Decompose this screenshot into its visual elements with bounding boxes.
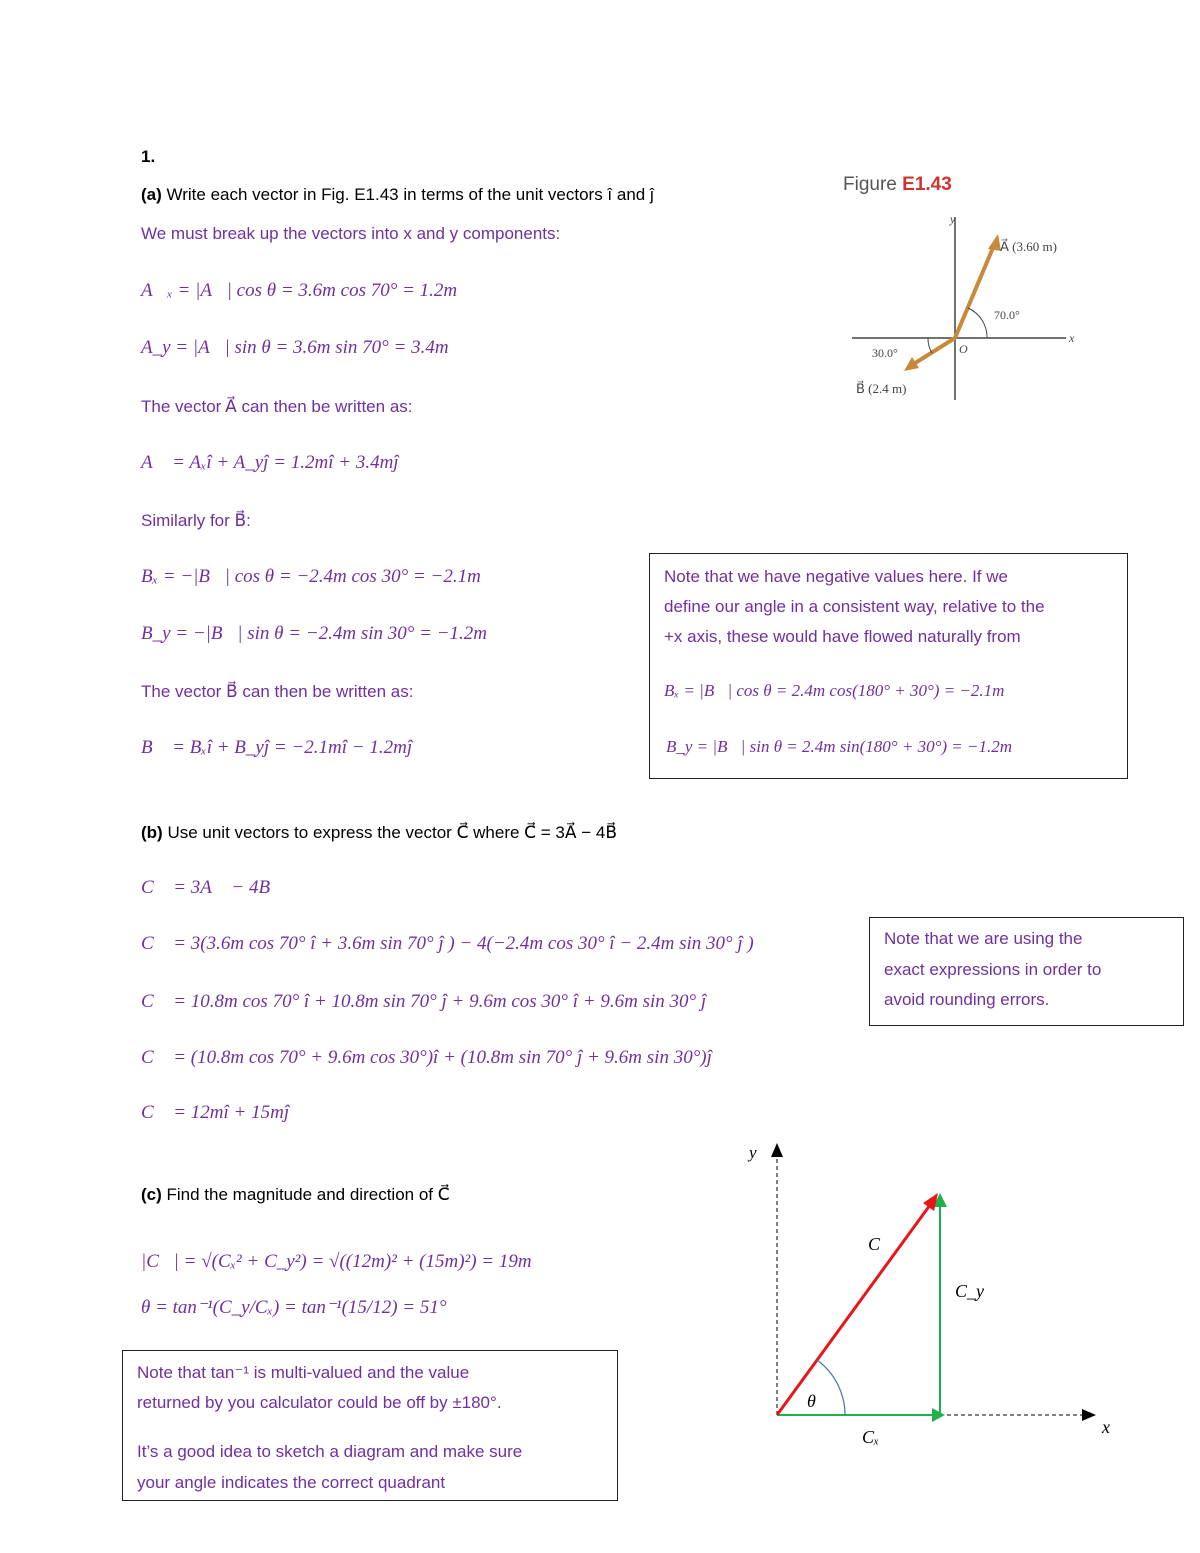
fig-angle-70: 70.0° [994,308,1020,322]
part-c-question [141,1184,450,1206]
fig-label-b: B⃗ (2.4 m) [856,381,907,396]
eq-magnitude: |C⃗| = √(Cₓ² + C_y²) = √((12m)² + (15m)²) = 19m [141,1251,532,1272]
note-exact-line1: Note that we are using the [884,929,1083,948]
diag-label-cy: C_y [955,1281,984,1301]
part-b-question-text: Use unit vectors to express the vector C⃗ where C⃗ = 3A⃗ − 4B⃗ [162,823,618,842]
note-negative-line3: +x axis, these would have flowed naturally from [664,627,1021,646]
problem-number: 1. [141,147,156,166]
part-c-question-text: Find the magnitude and direction of C⃗ [161,1185,450,1204]
fig-label-y: y [950,212,956,226]
figure-caption [843,174,952,196]
eq-c-1: C⃗ = 3A⃗ − 4B⃗ [141,877,285,898]
fig-angle-30: 30.0° [872,346,898,360]
diag-label-c: C⃗ [868,1234,895,1254]
figure-caption-number: E1.43 [902,174,952,195]
diag-theta-arc [817,1360,845,1415]
text-b-written: The vector B⃗ can then be written as: [141,682,414,701]
eq-ax: A⃗ₓ = |A⃗| cos θ = 3.6m cos 70° = 1.2m [141,280,458,301]
text-similarly: Similarly for B⃗: [141,511,251,530]
text-a-written: The vector A⃗ can then be written as: [141,397,413,416]
part-a-question [141,184,654,206]
diag-label-y: y [749,1143,757,1162]
note-tan-inverse [122,1350,618,1501]
note-exact-line2: exact expressions in order to [884,960,1102,979]
eq-c-5: C⃗ = 12mî + 15mĵ [141,1102,290,1123]
note-negative-eq-bx: Bₓ = |B⃗| cos θ = 2.4m cos(180° + 30°) = −2.1m [664,681,1005,700]
note-tan-line3: It’s a good idea to sketch a diagram and make sure [137,1442,523,1461]
diag-cx-head [932,1408,945,1422]
part-b-label: (b) [141,823,163,842]
fig-arc-70 [968,308,987,338]
figure-e143 [840,205,1090,405]
note-negative-values [649,553,1128,779]
part-a-intro: We must break up the vectors into x and y components: [141,224,561,243]
eq-by: B_y = −|B⃗| sin θ = −2.4m sin 30° = −1.2m [141,623,488,644]
diag-c-vector [777,1205,930,1415]
note-negative-line2: define our angle in a consistent way, relative to the [664,597,1045,616]
part-a-label: (a) [141,185,162,204]
fig-label-a: A⃗ (3.60 m) [1000,239,1057,254]
note-exact-line3: avoid rounding errors. [884,990,1050,1009]
diag-label-x: x [1102,1417,1110,1437]
note-exact-expressions [869,917,1184,1026]
note-tan-line4: your angle indicates the correct quadrant [137,1473,446,1492]
fig-vector-b [912,338,955,365]
diag-y-arrowhead [771,1143,783,1157]
eq-ay: A_y = |A⃗| sin θ = 3.6m sin 70° = 3.4m [141,337,449,358]
note-negative-eq-by: B_y = |B⃗| sin θ = 2.4m sin(180° + 30°) = −1.2m [666,737,1012,756]
eq-c-3: C⃗ = 10.8m cos 70° î + 10.8m sin 70° ĵ + 9.6m cos 30° î + 9.6m sin 30° ĵ [141,991,707,1012]
diag-c-head [923,1193,938,1211]
fig-vector-a [955,243,995,338]
fig-label-x: x [1069,331,1075,345]
part-a-question-text: Write each vector in Fig. E1.43 in terms of the unit vectors î and ĵ [161,185,654,204]
note-tan-line2: returned by you calculator could be off by ±180°. [137,1393,502,1412]
figure-caption-prefix: Figure [843,174,903,195]
diag-x-arrowhead [1082,1409,1096,1421]
note-tan-line1: Note that tan⁻¹ is multi-valued and the value [137,1363,470,1382]
eq-a-vector: A⃗ = Aₓî + A_yĵ = 1.2mî + 3.4mĵ [141,452,399,473]
eq-c-2: C⃗ = 3(3.6m cos 70° î + 3.6m sin 70° ĵ ) − 4(−2.4m cos 30° î − 2.4m sin 30° ĵ ) [141,933,754,954]
eq-bx: Bₓ = −|B⃗| cos θ = −2.4m cos 30° = −2.1m [141,566,481,587]
diag-label-cx: Cₓ [862,1427,880,1447]
part-c-label: (c) [141,1185,162,1204]
part-b-question [141,822,617,844]
note-negative-line1: Note that we have negative values here. If we [664,567,1008,586]
diag-label-theta: θ [807,1391,816,1411]
eq-b-vector: B⃗ = Bₓî + B_yĵ = −2.1mî − 1.2mĵ [141,737,413,758]
eq-theta: θ = tan⁻¹(C_y/Cₓ) = tan⁻¹(15/12) = 51° [141,1297,447,1318]
diagram-vector-c [740,1135,1130,1455]
fig-origin: O [959,342,968,356]
eq-c-4: C⃗ = (10.8m cos 70° + 9.6m cos 30°)î + (10.8m sin 70° ĵ + 9.6m sin 30°)ĵ [141,1047,712,1068]
